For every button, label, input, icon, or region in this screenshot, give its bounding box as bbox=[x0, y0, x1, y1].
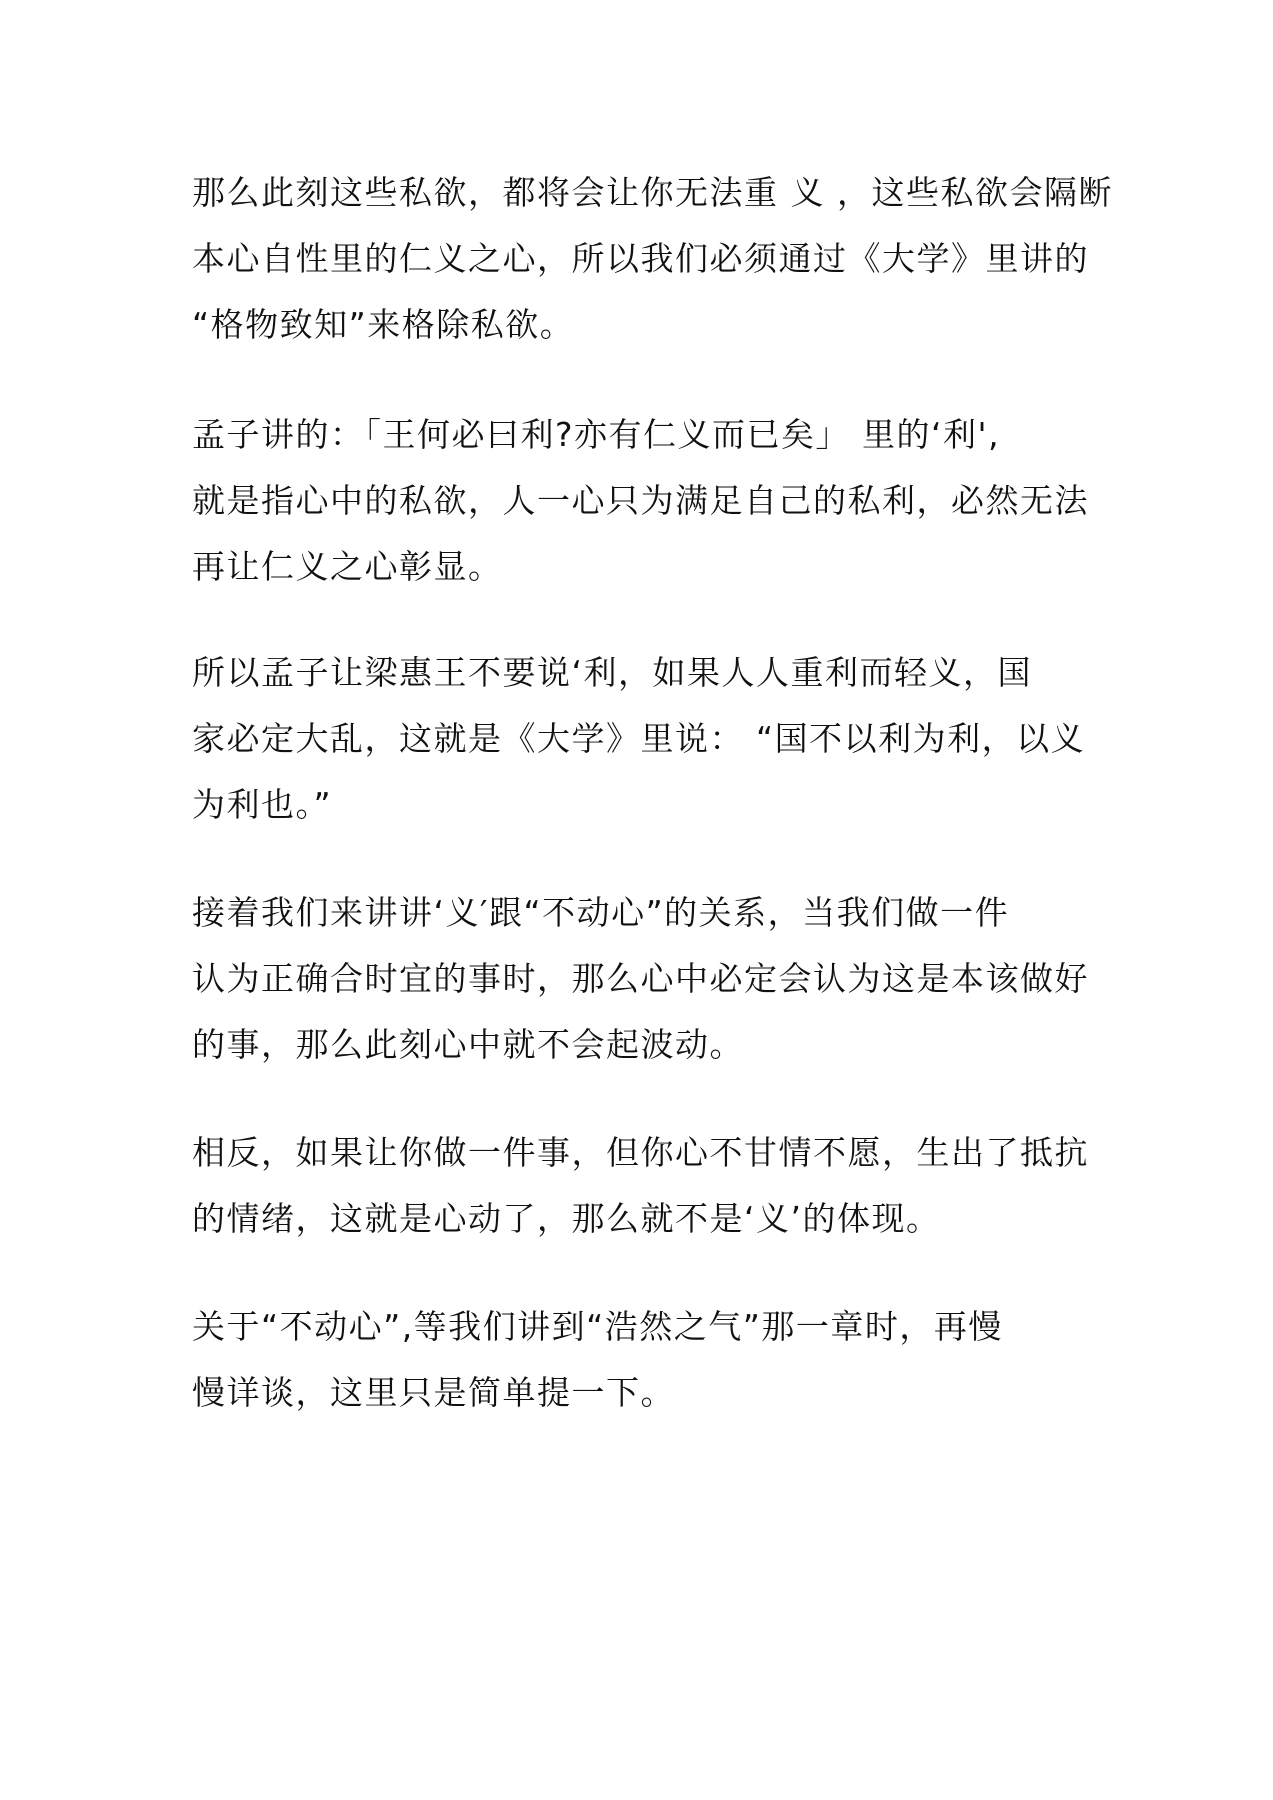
text-line: 家必定大乱，这就是《大学》里说： “国不以利为利，以义 bbox=[192, 719, 1086, 758]
text-line: 的事，那么此刻心中就不会起波动。 bbox=[192, 1025, 744, 1064]
paragraph-6 bbox=[192, 1294, 1092, 1426]
paragraph-1 bbox=[192, 160, 1113, 358]
text-line: 接着我们来讲讲‘义′跟“不动心”的关系，当我们做一件 bbox=[192, 893, 1010, 932]
text-line: 为利也。” bbox=[192, 785, 333, 824]
text-line: 再让仁义之心彰显。 bbox=[192, 547, 503, 586]
text-line: 关于“不动心”,等我们讲到“浩然之气”那一章时，再慢 bbox=[192, 1307, 1003, 1346]
text-line: 本心自性里的仁义之心，所以我们必须通过《大学》里讲的 bbox=[192, 239, 1089, 278]
text-line: 的情绪，这就是心动了，那么就不是‘义’的体现。 bbox=[192, 1199, 941, 1238]
text-line: 相反，如果让你做一件事，但你心不甘情不愿，生出了抵抗 bbox=[192, 1133, 1089, 1172]
text-line: 认为正确合时宜的事时，那么心中必定会认为这是本该做好 bbox=[192, 959, 1089, 998]
text-line: 慢详谈，这里只是简单提一下。 bbox=[192, 1373, 675, 1412]
paragraph-5 bbox=[192, 1120, 1092, 1252]
text-line: 就是指心中的私欲，人一心只为满足自己的私利，必然无法 bbox=[192, 481, 1089, 520]
paragraph-2 bbox=[192, 402, 1092, 600]
paragraph-3 bbox=[192, 640, 1092, 838]
text-line: “格物致知”来格除私欲。 bbox=[192, 305, 575, 344]
paragraph-4 bbox=[192, 880, 1092, 1078]
text-line: 所以孟子让梁惠王不要说‘利，如果人人重利而轻义，国 bbox=[192, 653, 1032, 692]
text-line: 那么此刻这些私欲，都将会让你无法重 义 ，这些私欲会隔断 bbox=[192, 173, 1113, 212]
text-line: 孟子讲的：「王何必曰利?亦有仁义而已矣」 里的‘利', bbox=[192, 415, 1001, 454]
